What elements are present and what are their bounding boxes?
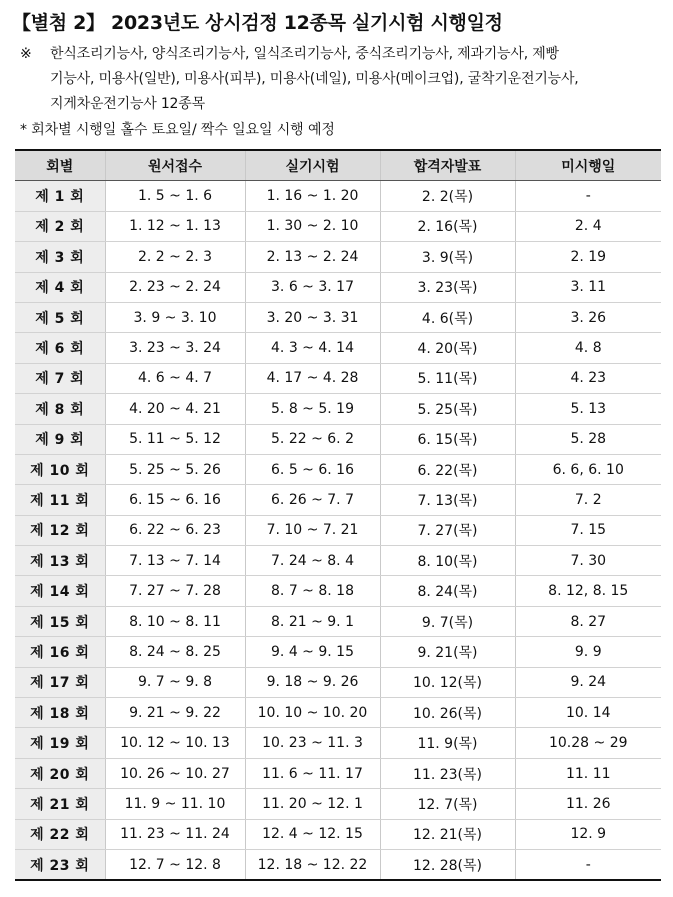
application-period-cell: 10. 26 ~ 10. 27 [105,758,245,788]
table-row [15,637,661,667]
result-date-cell: 12. 7(목) [380,789,515,819]
table-row [15,758,661,788]
round-cell: 제 1 회 [15,181,105,211]
non-exam-day-cell: 7. 2 [515,485,661,515]
non-exam-day-cell: 7. 15 [515,515,661,545]
round-cell: 제 5 회 [15,302,105,332]
result-date-cell: 5. 11(목) [380,363,515,393]
application-period-cell: 2. 2 ~ 2. 3 [105,242,245,272]
non-exam-day-cell: 2. 19 [515,242,661,272]
round-cell: 제 9 회 [15,424,105,454]
round-cell: 제 21 회 [15,789,105,819]
round-cell: 제 19 회 [15,728,105,758]
result-date-cell: 10. 12(목) [380,667,515,697]
application-period-cell: 1. 12 ~ 1. 13 [105,211,245,241]
header-non-exam-days: 미시행일 [515,150,661,181]
round-cell: 제 14 회 [15,576,105,606]
practical-exam-period-cell: 11. 20 ~ 12. 1 [245,789,380,819]
table-row [15,333,661,363]
application-period-cell: 9. 21 ~ 9. 22 [105,698,245,728]
table-row [15,302,661,332]
application-period-cell: 6. 22 ~ 6. 23 [105,515,245,545]
note-mark: ※ [20,46,32,62]
result-date-cell: 9. 7(목) [380,606,515,636]
result-date-cell: 4. 6(목) [380,302,515,332]
round-cell: 제 15 회 [15,606,105,636]
non-exam-day-cell: 8. 12, 8. 15 [515,576,661,606]
result-date-cell: 6. 22(목) [380,454,515,484]
round-cell: 제 23 회 [15,849,105,880]
table-row [15,211,661,241]
result-date-cell: 11. 9(목) [380,728,515,758]
result-date-cell: 9. 21(목) [380,637,515,667]
application-period-cell: 11. 23 ~ 11. 24 [105,819,245,849]
table-row [15,728,661,758]
table-body [15,181,661,880]
practical-exam-period-cell: 6. 26 ~ 7. 7 [245,485,380,515]
table-row [15,363,661,393]
round-cell: 제 22 회 [15,819,105,849]
result-date-cell: 7. 27(목) [380,515,515,545]
schedule-table [15,149,661,881]
note-row [20,42,665,117]
application-period-cell: 4. 20 ~ 4. 21 [105,394,245,424]
practical-exam-period-cell: 8. 21 ~ 9. 1 [245,606,380,636]
non-exam-day-cell: 4. 8 [515,333,661,363]
round-cell: 제 8 회 [15,394,105,424]
table-row [15,242,661,272]
application-period-cell: 1. 5 ~ 1. 6 [105,181,245,211]
non-exam-day-cell: 9. 24 [515,667,661,697]
practical-exam-period-cell: 1. 16 ~ 1. 20 [245,181,380,211]
non-exam-day-cell: 11. 26 [515,789,661,819]
round-cell: 제 10 회 [15,454,105,484]
table-row [15,394,661,424]
result-date-cell: 6. 15(목) [380,424,515,454]
application-period-cell: 7. 13 ~ 7. 14 [105,546,245,576]
round-cell: 제 11 회 [15,485,105,515]
round-cell: 제 3 회 [15,242,105,272]
table-row [15,698,661,728]
round-cell: 제 20 회 [15,758,105,788]
result-date-cell: 3. 23(목) [380,272,515,302]
note-line-1: 한식조리기능사, 양식조리기능사, 일식조리기능사, 중식조리기능사, 제과기능사, 제빵 [50,46,559,62]
practical-exam-period-cell: 3. 20 ~ 3. 31 [245,302,380,332]
table-row [15,454,661,484]
practical-exam-period-cell: 2. 13 ~ 2. 24 [245,242,380,272]
round-cell: 제 7 회 [15,363,105,393]
practical-exam-period-cell: 6. 5 ~ 6. 16 [245,454,380,484]
non-exam-day-cell: 3. 11 [515,272,661,302]
table-row [15,272,661,302]
practical-exam-period-cell: 1. 30 ~ 2. 10 [245,211,380,241]
non-exam-day-cell: 9. 9 [515,637,661,667]
practical-exam-period-cell: 10. 10 ~ 10. 20 [245,698,380,728]
table-row [15,485,661,515]
non-exam-day-cell: 5. 28 [515,424,661,454]
practical-exam-period-cell: 11. 6 ~ 11. 17 [245,758,380,788]
table-row [15,606,661,636]
result-date-cell: 5. 25(목) [380,394,515,424]
non-exam-day-cell: 2. 4 [515,211,661,241]
result-date-cell: 3. 9(목) [380,242,515,272]
practical-exam-period-cell: 10. 23 ~ 11. 3 [245,728,380,758]
application-period-cell: 7. 27 ~ 7. 28 [105,576,245,606]
application-period-cell: 10. 12 ~ 10. 13 [105,728,245,758]
practical-exam-period-cell: 4. 17 ~ 4. 28 [245,363,380,393]
practical-exam-period-cell: 3. 6 ~ 3. 17 [245,272,380,302]
document-title: 【별첨 2】 2023년도 상시검정 12종목 실기시험 시행일정 [12,12,503,34]
non-exam-day-cell: 3. 26 [515,302,661,332]
application-period-cell: 2. 23 ~ 2. 24 [105,272,245,302]
application-period-cell: 3. 23 ~ 3. 24 [105,333,245,363]
result-date-cell: 12. 21(목) [380,819,515,849]
application-period-cell: 12. 7 ~ 12. 8 [105,849,245,880]
note-body [50,42,665,117]
table-row [15,849,661,880]
practical-exam-period-cell: 7. 10 ~ 7. 21 [245,515,380,545]
practical-exam-period-cell: 5. 22 ~ 6. 2 [245,424,380,454]
non-exam-day-cell: 8. 27 [515,606,661,636]
practical-exam-period-cell: 12. 18 ~ 12. 22 [245,849,380,880]
practical-exam-period-cell: 9. 4 ~ 9. 15 [245,637,380,667]
non-exam-day-cell: 7. 30 [515,546,661,576]
practical-exam-period-cell: 4. 3 ~ 4. 14 [245,333,380,363]
result-date-cell: 8. 10(목) [380,546,515,576]
application-period-cell: 5. 25 ~ 5. 26 [105,454,245,484]
non-exam-day-cell: 5. 13 [515,394,661,424]
round-cell: 제 6 회 [15,333,105,363]
round-cell: 제 18 회 [15,698,105,728]
table-row [15,789,661,819]
table-row [15,819,661,849]
non-exam-day-cell: 4. 23 [515,363,661,393]
application-period-cell: 4. 6 ~ 4. 7 [105,363,245,393]
non-exam-day-cell: - [515,849,661,880]
practical-exam-period-cell: 8. 7 ~ 8. 18 [245,576,380,606]
table-header-row [15,150,661,181]
table-row [15,576,661,606]
application-period-cell: 8. 24 ~ 8. 25 [105,637,245,667]
non-exam-day-cell: 6. 6, 6. 10 [515,454,661,484]
result-date-cell: 11. 23(목) [380,758,515,788]
practical-exam-period-cell: 9. 18 ~ 9. 26 [245,667,380,697]
practical-exam-period-cell: 7. 24 ~ 8. 4 [245,546,380,576]
header-application: 원서접수 [105,150,245,181]
table-row [15,546,661,576]
header-round: 회별 [15,150,105,181]
non-exam-day-cell: 10.28 ~ 29 [515,728,661,758]
result-date-cell: 2. 2(목) [380,181,515,211]
application-period-cell: 5. 11 ~ 5. 12 [105,424,245,454]
practical-exam-period-cell: 5. 8 ~ 5. 19 [245,394,380,424]
round-cell: 제 13 회 [15,546,105,576]
table-row [15,424,661,454]
application-period-cell: 3. 9 ~ 3. 10 [105,302,245,332]
header-result-announcement: 합격자발표 [380,150,515,181]
round-cell: 제 4 회 [15,272,105,302]
schedule-subnote: * 회차별 시행일 홀수 토요일/ 짝수 일요일 시행 예정 [20,122,335,138]
table-row [15,515,661,545]
application-period-cell: 9. 7 ~ 9. 8 [105,667,245,697]
application-period-cell: 8. 10 ~ 8. 11 [105,606,245,636]
non-exam-day-cell: - [515,181,661,211]
result-date-cell: 8. 24(목) [380,576,515,606]
non-exam-day-cell: 10. 14 [515,698,661,728]
round-cell: 제 2 회 [15,211,105,241]
application-period-cell: 11. 9 ~ 11. 10 [105,789,245,819]
round-cell: 제 17 회 [15,667,105,697]
result-date-cell: 7. 13(목) [380,485,515,515]
non-exam-day-cell: 11. 11 [515,758,661,788]
header-practical-exam: 실기시험 [245,150,380,181]
result-date-cell: 2. 16(목) [380,211,515,241]
result-date-cell: 4. 20(목) [380,333,515,363]
table-row [15,667,661,697]
result-date-cell: 12. 28(목) [380,849,515,880]
note-block [20,42,665,117]
result-date-cell: 10. 26(목) [380,698,515,728]
table-row [15,181,661,211]
note-line-2: 기능사, 미용사(일반), 미용사(피부), 미용사(네일), 미용사(메이크업), 굴착기운전기능사, [50,71,579,87]
round-cell: 제 12 회 [15,515,105,545]
application-period-cell: 6. 15 ~ 6. 16 [105,485,245,515]
note-line-3: 지게차운전기능사 12종목 [50,96,205,112]
practical-exam-period-cell: 12. 4 ~ 12. 15 [245,819,380,849]
round-cell: 제 16 회 [15,637,105,667]
non-exam-day-cell: 12. 9 [515,819,661,849]
